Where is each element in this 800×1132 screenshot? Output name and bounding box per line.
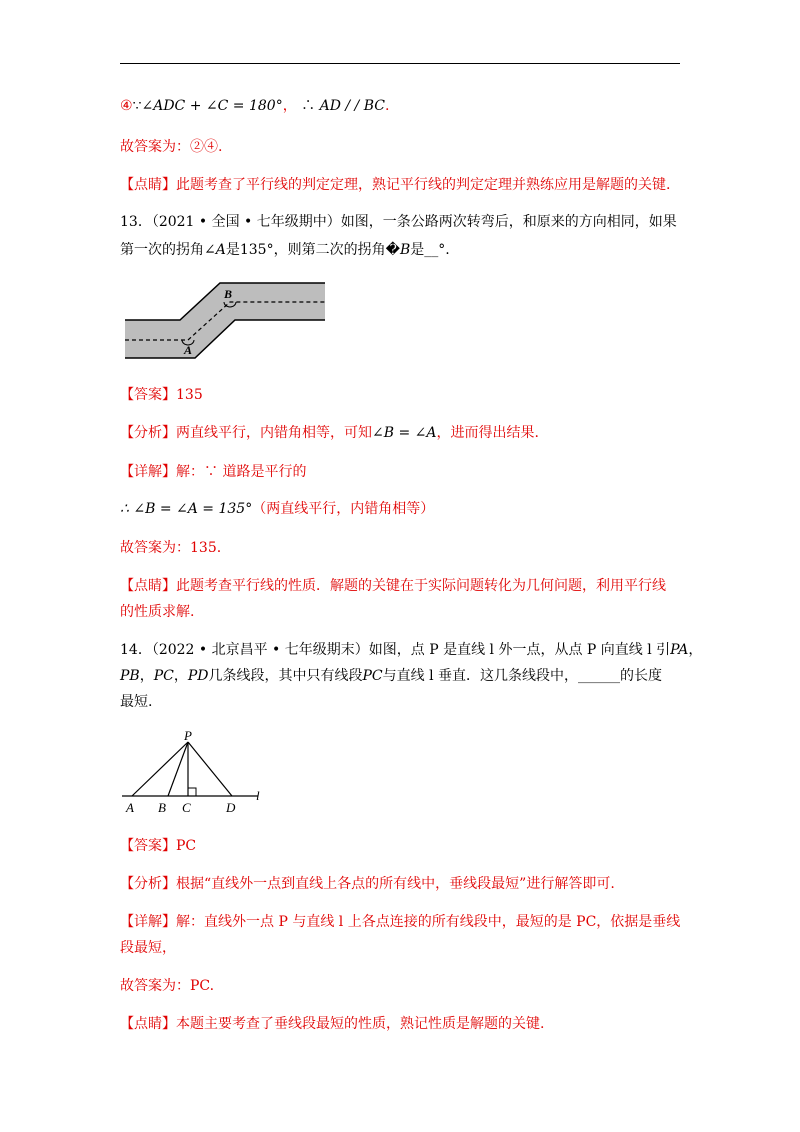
text: 是 <box>225 242 240 258</box>
segment-pc: PC <box>153 668 174 684</box>
analysis-text: ，进而得出结果. <box>436 425 539 441</box>
q13-question-line2 <box>120 240 690 260</box>
q13-comment-line1 <box>120 576 690 596</box>
segment-pb: PB <box>120 668 140 684</box>
q13-detail-expr <box>120 499 690 519</box>
q14-comment <box>120 1014 690 1034</box>
label-a: A <box>126 800 134 815</box>
label-a: A <box>184 343 193 357</box>
q14-question-line1 <box>120 640 703 660</box>
detail-tag: 【详解】 <box>120 464 176 480</box>
detail-text: 解：∵ 道路是平行的 <box>176 464 307 480</box>
segment-pb-line <box>168 742 188 796</box>
detail-expr: ∴ ∠B = ∠A = 135° <box>120 501 253 517</box>
label-l: l <box>256 788 260 803</box>
item-number: ④ <box>120 98 133 114</box>
text: 14．（2022 • 北京昌平 • 七年级期末）如图，点 P 是直线 l 外一点，从点 P 向直线 l 引 <box>120 642 671 658</box>
angle-sum-expr: ∠ADC + ∠C = 180° <box>141 98 283 114</box>
q12-comment <box>120 175 690 195</box>
label-c: C <box>182 800 191 815</box>
text: ，则第二次的拐角� <box>273 242 400 258</box>
separator: ， <box>282 98 297 114</box>
comment-tag: 【点睛】 <box>120 177 176 193</box>
angle-b: B <box>399 242 411 258</box>
q14-final-answer: 故答案为：PC. <box>120 978 215 994</box>
q13-final-answer: 故答案为：135. <box>120 540 222 556</box>
text: 几条线段，其中只有线段 <box>208 668 363 684</box>
q12-final-answer: 故答案为：②④. <box>120 139 223 155</box>
q14-question-line2 <box>120 666 690 686</box>
text: 是__°. <box>410 242 450 258</box>
q13-question-line1: 13．（2021 • 全国 • 七年级期中）如图，一条公路两次转弯后，和原来的方向相同，如果 <box>120 214 677 230</box>
q14-analysis <box>120 874 690 894</box>
perpendicular-figure <box>118 730 268 820</box>
comment-text: 本题主要考查了垂线段最短的性质，熟记性质是解题的关键. <box>176 1016 545 1032</box>
angle-a: ∠A <box>204 242 226 258</box>
q14-question-line3: 最短. <box>120 694 153 710</box>
because-symbol: ∵ <box>132 98 142 114</box>
angle-value: 135° <box>239 242 274 258</box>
q12-item4 <box>120 96 690 116</box>
answer-value: PC <box>176 838 197 854</box>
analysis-tag: 【分析】 <box>120 425 176 441</box>
q13-answer <box>120 385 690 405</box>
detail-text: 解：直线外一点 P 与直线 l 上各点连接的所有线段中，最短的是 PC，依据是垂线 <box>176 914 681 930</box>
answer-value: 135 <box>176 387 203 403</box>
comment-tag: 【点睛】 <box>120 578 176 594</box>
answer-tag: 【答案】 <box>120 387 176 403</box>
road-figure <box>120 278 335 363</box>
header-rule <box>120 63 680 64</box>
answer-tag: 【答案】 <box>120 838 176 854</box>
text: ， <box>173 668 188 684</box>
q14-answer <box>120 836 690 856</box>
label-b: B <box>158 800 166 815</box>
q13-analysis <box>120 423 690 443</box>
parallel-expr: AD / / BC <box>319 98 385 114</box>
text: ， <box>139 668 154 684</box>
comment-text: 此题考查了平行线的判定定理，熟记平行线的判定定理并熟练应用是解题的关键. <box>176 177 671 193</box>
right-angle-mark <box>188 788 196 796</box>
comment-tag: 【点睛】 <box>120 1016 176 1032</box>
q13-comment-line2: 的性质求解. <box>120 604 195 620</box>
analysis-text: 根据“直线外一点到直线上各点的所有线中，垂线段最短”进行解答即可. <box>176 876 615 892</box>
label-b: B <box>224 287 233 301</box>
q13-detail <box>120 462 690 482</box>
detail-tag: 【详解】 <box>120 914 176 930</box>
label-p: P <box>184 730 192 743</box>
q14-detail-line1 <box>120 912 690 932</box>
text: 第一次的拐角 <box>120 242 204 258</box>
text: ， <box>688 642 703 658</box>
comment-text: 此题考查平行线的性质．解题的关键在于实际问题转化为几何问题，利用平行线 <box>176 578 666 594</box>
period: . <box>384 98 390 114</box>
segment-pd: PD <box>187 668 209 684</box>
analysis-text: 两直线平行，内错角相等，可知 <box>176 425 372 441</box>
segment-pa: PA <box>670 642 689 658</box>
segment-pa-line <box>132 742 188 796</box>
analysis-tag: 【分析】 <box>120 876 176 892</box>
label-d: D <box>226 800 236 815</box>
text: 与直线 l 垂直．这几条线段中，______的长度 <box>382 668 663 684</box>
segment-pc: PC <box>362 668 383 684</box>
q14-detail-line2: 段最短， <box>120 940 176 956</box>
analysis-expr: ∠B = ∠A <box>372 425 437 441</box>
therefore-symbol: ∴ <box>301 98 316 114</box>
detail-reason: （两直线平行，内错角相等） <box>252 501 435 517</box>
